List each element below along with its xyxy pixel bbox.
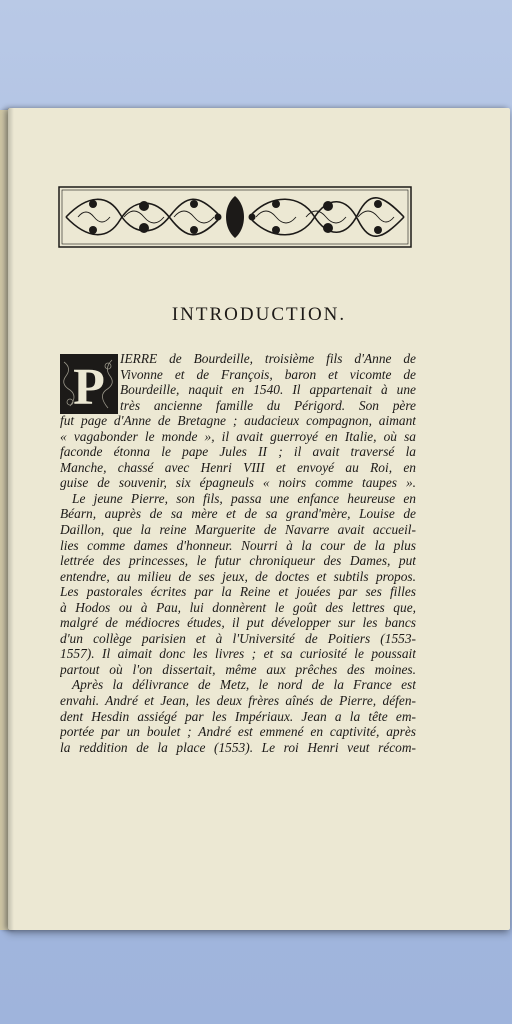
text-line: Béarn, auprès de sa mère et de sa grand'mère, Louise de: [60, 506, 416, 522]
text-line: IERRE de Bourdeille, troisième fils d'Anne de: [120, 351, 416, 366]
text-line: fut page d'Anne de Bretagne ; audacieux compagnon, aimant: [60, 413, 416, 429]
text-line: entendre, au milieu de ses jeux, de doctes et subtils propos.: [60, 568, 416, 584]
text-line: Le jeune Pierre, son fils, passa une enfance heureuse en: [72, 490, 416, 506]
text-line: Vivonne et de François, baron et vicomte de: [120, 366, 416, 382]
paragraph-1: [60, 351, 416, 491]
text-line: très ancienne famille du Périgord. Son père: [120, 397, 416, 413]
text-line: Après la délivrance de Metz, le nord de la France est: [72, 677, 416, 693]
text-line: à Hodos ou à Pau, lui donnèrent le goût des lettres que,: [60, 599, 416, 615]
text-line: lettrée des princesses, le futur chroniqueur des Dames, put: [60, 553, 416, 569]
text-line: la reddition de la place (1553). Le roi Henri veut récom-: [60, 739, 416, 755]
text-line: faconde étonna le pape Jules II ; il avait traversé la: [60, 444, 416, 460]
page-title: INTRODUCTION.: [171, 304, 347, 325]
text-line: envahi. André et Jean, les deux frères aînés de Pierre, défen-: [60, 693, 416, 709]
text-line: « vagabonder le monde », il avait guerroyé en Italie, où sa: [60, 428, 416, 444]
text-line: Daillon, que la reine Marguerite de Navarre avait accueil-: [60, 522, 416, 538]
text-line: 1557). Il aimait donc les livres ; et sa curiosité le poussait: [60, 646, 416, 662]
paragraph-2: [60, 491, 416, 678]
text-line: partout où l'on dissertait, même aux prêches des moines.: [60, 661, 416, 677]
dropcap-letter: P: [73, 359, 105, 414]
text-line: Manche, chassé avec Henri VIII et envoyé au Roi, en: [60, 459, 416, 475]
text-line: guise de souvenir, six épagneuls « noirs comme taupes ».: [60, 475, 416, 491]
text-line: d'un collège parisien et à l'Université de Poitiers (1553-: [60, 630, 416, 646]
body-text: [60, 351, 416, 755]
paragraph-3: [60, 677, 416, 755]
text-line: lies comme dames d'honneur. Nourri à la cour de la plus: [60, 537, 416, 553]
ornament-headpiece: [58, 186, 412, 248]
text-line: Les pastorales écrites par la Reine et jouées par ses filles: [60, 584, 416, 600]
text-line: portée par un boulet ; André est emmené en captivité, après: [60, 724, 416, 740]
text-line: dent Hesdin assiégé par les Impériaux. Jean a la tête em-: [60, 708, 416, 724]
text-line: malgré de médiocres études, il put développer sur les bancs: [60, 615, 416, 631]
text-line: Bourdeille, naquit en 1540. Il appartenait à une: [120, 382, 416, 398]
